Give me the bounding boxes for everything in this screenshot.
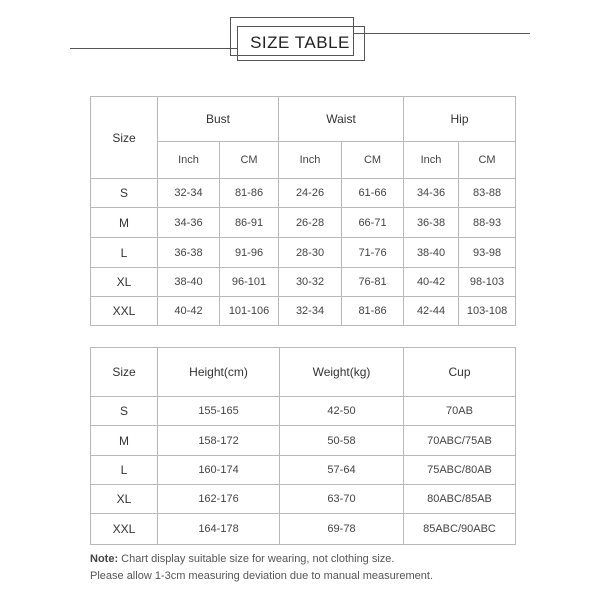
unit-header: CM (459, 142, 516, 179)
size-cell: L (91, 238, 158, 268)
size-cell: M (91, 426, 158, 456)
size-cell: L (91, 456, 158, 485)
value-cell: 164-178 (158, 514, 280, 545)
size-cell: XL (91, 485, 158, 514)
table-row (91, 397, 516, 426)
value-cell: 32-34 (158, 179, 220, 208)
table-row (91, 179, 516, 208)
hip-header: Hip (404, 97, 516, 142)
value-cell: 38-40 (158, 268, 220, 297)
value-cell: 155-165 (158, 397, 280, 426)
value-cell: 101-106 (220, 297, 279, 326)
value-cell: 50-58 (280, 426, 404, 456)
value-cell: 88-93 (459, 208, 516, 238)
value-cell: 80ABC/85AB (404, 485, 516, 514)
header-line-left (70, 48, 238, 49)
value-cell: 81-86 (342, 297, 404, 326)
value-cell: 75ABC/80AB (404, 456, 516, 485)
value-cell: 34-36 (404, 179, 459, 208)
table-row (91, 297, 516, 326)
size-cell: XXL (91, 514, 158, 545)
value-cell: 96-101 (220, 268, 279, 297)
value-cell: 91-96 (220, 238, 279, 268)
value-cell: 26-28 (279, 208, 342, 238)
value-cell: 98-103 (459, 268, 516, 297)
value-cell: 160-174 (158, 456, 280, 485)
waist-header: Waist (279, 97, 404, 142)
value-cell: 32-34 (279, 297, 342, 326)
value-cell: 36-38 (158, 238, 220, 268)
size-cell: S (91, 179, 158, 208)
size-header: Size (91, 97, 158, 179)
size-cell: XXL (91, 297, 158, 326)
value-cell: 83-88 (459, 179, 516, 208)
value-cell: 63-70 (280, 485, 404, 514)
header-line-right (354, 33, 530, 34)
size-cell: S (91, 397, 158, 426)
value-cell: 86-91 (220, 208, 279, 238)
value-cell: 70ABC/75AB (404, 426, 516, 456)
unit-header: Inch (158, 142, 220, 179)
fit-table (90, 347, 516, 545)
value-cell: 57-64 (280, 456, 404, 485)
value-cell: 69-78 (280, 514, 404, 545)
height-header: Height(cm) (158, 348, 280, 397)
value-cell: 93-98 (459, 238, 516, 268)
size-header: Size (91, 348, 158, 397)
value-cell: 70AB (404, 397, 516, 426)
unit-header: Inch (404, 142, 459, 179)
value-cell: 42-44 (404, 297, 459, 326)
unit-header: Inch (279, 142, 342, 179)
note-label: Note: (90, 553, 119, 565)
size-cell: M (91, 208, 158, 238)
value-cell: 42-50 (280, 397, 404, 426)
note-line-2: Please allow 1-3cm measuring deviation due to manual measurement. (90, 570, 434, 582)
value-cell: 162-176 (158, 485, 280, 514)
value-cell: 66-71 (342, 208, 404, 238)
note-text: Chart display suitable size for wearing, not clothing size. (121, 553, 395, 565)
value-cell: 36-38 (404, 208, 459, 238)
bust-header: Bust (158, 97, 279, 142)
table-row (91, 485, 516, 514)
table-row (91, 238, 516, 268)
value-cell: 76-81 (342, 268, 404, 297)
value-cell: 28-30 (279, 238, 342, 268)
unit-header: CM (342, 142, 404, 179)
value-cell: 38-40 (404, 238, 459, 268)
size-cell: XL (91, 268, 158, 297)
cup-header: Cup (404, 348, 516, 397)
value-cell: 40-42 (404, 268, 459, 297)
value-cell: 40-42 (158, 297, 220, 326)
unit-header: CM (220, 142, 279, 179)
note-line-1 (90, 553, 394, 565)
value-cell: 81-86 (220, 179, 279, 208)
value-cell: 103-108 (459, 297, 516, 326)
value-cell: 61-66 (342, 179, 404, 208)
table-row (91, 426, 516, 456)
table-row (91, 456, 516, 485)
value-cell: 158-172 (158, 426, 280, 456)
table-row (91, 514, 516, 545)
value-cell: 30-32 (279, 268, 342, 297)
value-cell: 34-36 (158, 208, 220, 238)
table-row (91, 268, 516, 297)
value-cell: 24-26 (279, 179, 342, 208)
value-cell: 71-76 (342, 238, 404, 268)
weight-header: Weight(kg) (280, 348, 404, 397)
measurement-table (90, 96, 516, 326)
table-row (91, 208, 516, 238)
value-cell: 85ABC/90ABC (404, 514, 516, 545)
page-title: SIZE TABLE (250, 33, 350, 52)
